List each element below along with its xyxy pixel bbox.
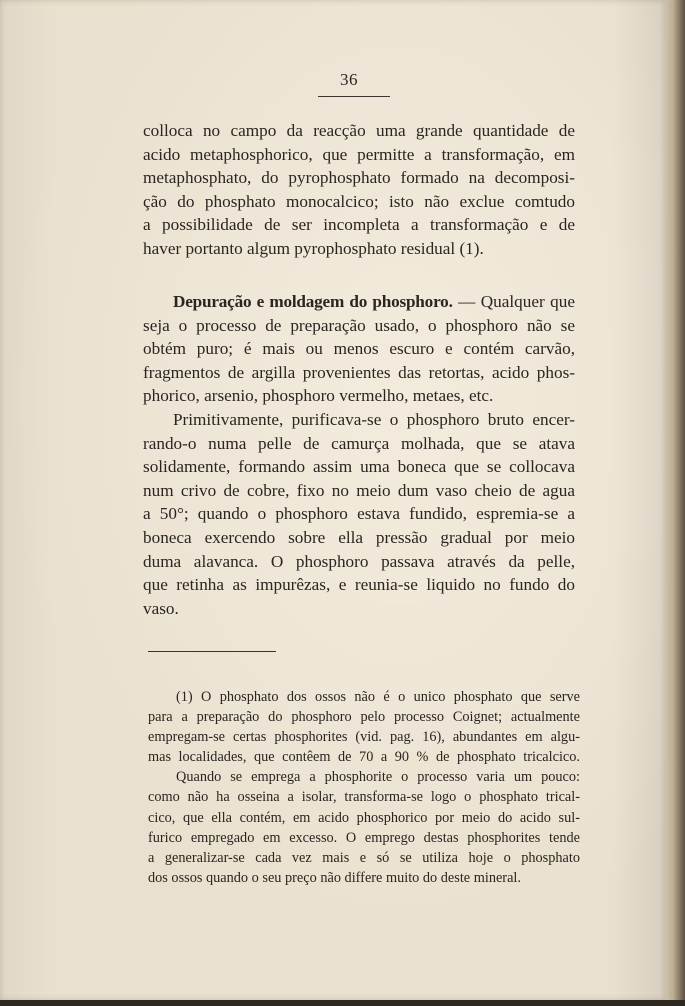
footnote-line: para a preparação do phosphoro pelo processo Coignet; actualmente <box>148 709 580 726</box>
text-line: a possibilidade de ser incompleta a transformação e de <box>143 215 575 235</box>
scan-border <box>0 1000 685 1006</box>
text-line: rando-o numa pelle de camurça molhada, que se atava <box>143 433 575 453</box>
text-line: a 50°; quando o phosphoro estava fundido, espremia-se a <box>143 504 575 524</box>
text-line: fragmentos de argilla provenientes das retortas, acido phos- <box>143 362 575 382</box>
text-line: colloca no campo da reacção uma grande quantidade de <box>143 121 575 140</box>
text-line: ção do phosphato monocalcico; isto não exclue comtudo <box>143 191 575 211</box>
footnote <box>148 687 580 888</box>
footnote-line: furico empregado em excesso. O emprego destas phosphorites tende <box>148 829 580 846</box>
header-rule <box>318 96 390 97</box>
section-purification <box>143 290 575 620</box>
text-line: duma alavanca. O phosphoro passava através da pelle, <box>143 551 575 571</box>
footnote-rule <box>148 651 276 652</box>
footnote-line: a generalizar-se cada vez mais e só se utiliza hoje o phosphato <box>148 849 580 866</box>
footnote-line: cico, que ella contém, em acido phosphorico por meio do acido sul- <box>148 809 580 826</box>
text-line: solidamente, formando assim uma boneca que se collocava <box>143 457 575 477</box>
section-heading-continuation: — Qualquer que <box>452 292 575 311</box>
text-line: num crivo de cobre, fixo no meio dum vaso cheio de agua <box>143 480 575 500</box>
text-line: acido metaphosphorico, que permitte a transformação, em <box>143 144 575 164</box>
footnote-line: empregam-se certas phosphorites (vid. pag. 16), abundantes em algu- <box>148 729 580 746</box>
text-line: metaphosphato, do pyrophosphato formado na decomposi- <box>143 168 575 188</box>
text-line: Primitivamente, purificava-se o phosphoro bruto encer- <box>173 409 575 429</box>
footnote-line: mas localidades, que contêem de 70 a 90 % de phosphato tricalcico. <box>148 749 580 766</box>
page-edge-shadow <box>665 0 685 1006</box>
section-heading: Depuração e moldagem do phosphoro. <box>173 292 453 311</box>
page-number: 36 <box>340 70 358 89</box>
text-line: obtém puro; é mais ou menos escuro e contém carvão, <box>143 339 575 359</box>
text-line: boneca exercendo sobre ella pressão gradual por meio <box>143 527 575 547</box>
section-heading-line <box>143 290 575 314</box>
text-line: seja o processo de preparação usado, o phosphoro não se <box>143 315 575 335</box>
text-line: haver portanto algum pyrophosphato residual (1). <box>143 238 484 258</box>
text-line: phorico, arsenio, phosphoro vermelho, metaes, etc. <box>143 386 494 406</box>
footnote-line: como não ha osseina a isolar, transforma-se logo o phosphato trical- <box>148 789 580 806</box>
text-line: que retinha as impurêzas, e reunia-se liquido no fundo do <box>143 575 575 595</box>
footnote-line: (1) O phosphato dos ossos não é o unico phosphato que serve <box>176 689 580 705</box>
footnote-line: Quando se emprega a phosphorite o processo varia um pouco: <box>176 769 580 786</box>
footnote-line: dos ossos quando o seu preço não differe muito do deste mineral. <box>148 869 521 886</box>
text-line: vaso. <box>143 598 179 618</box>
paragraph-reaction <box>143 119 575 261</box>
